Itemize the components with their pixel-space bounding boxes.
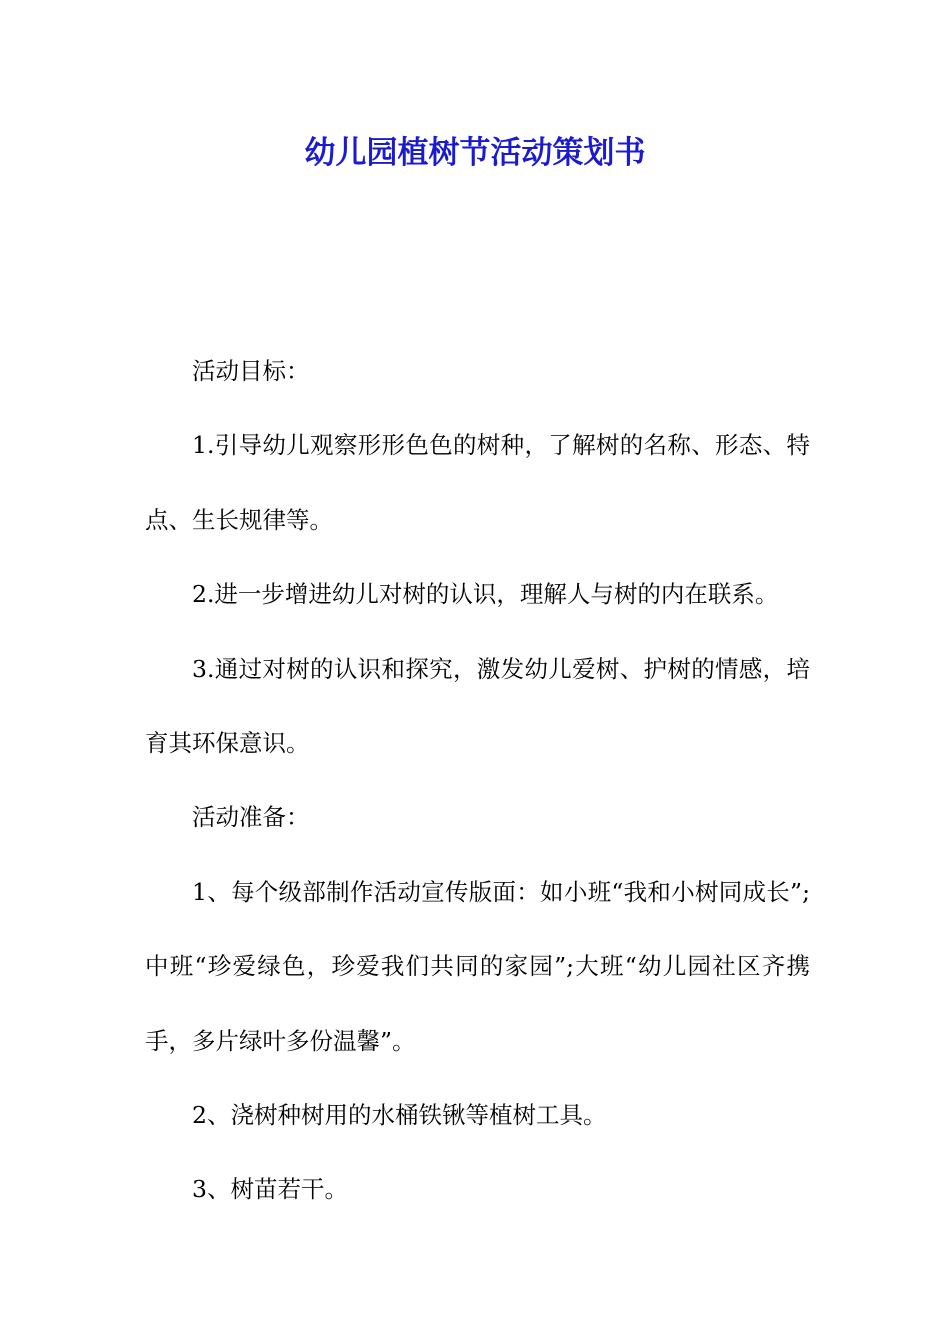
paragraph-goal-1: 1.引导幼儿观察形形色色的树种，了解树的名称、形态、特点、生长规律等。	[145, 431, 810, 534]
document-body	[145, 334, 810, 1227]
document-title: 幼儿园植树节活动策划书	[304, 135, 646, 171]
paragraph-prep-2: 2、浇树种树用的水桶铁锹等植树工具。	[192, 1101, 607, 1130]
paragraph-goal-2: 2.进一步增进幼儿对树的认识，理解人与树的内在联系。	[192, 580, 779, 609]
section-heading-preparation: 活动准备：	[192, 803, 310, 832]
paragraph-goal-3: 3.通过对树的认识和探究，激发幼儿爱树、护树的情感，培育其环保意识。	[145, 654, 810, 758]
section-heading-goals: 活动目标：	[192, 357, 310, 385]
paragraph-prep-1: 1、每个级部制作活动宣传版面：如小班“我和小树同成长”;中班“珍爱绿色，珍爱我们共同的家园”;大班“幼儿园社区齐携手，多片绿叶多份温馨”。	[145, 877, 810, 1055]
paragraph-prep-3: 3、树苗若干。	[192, 1175, 348, 1204]
